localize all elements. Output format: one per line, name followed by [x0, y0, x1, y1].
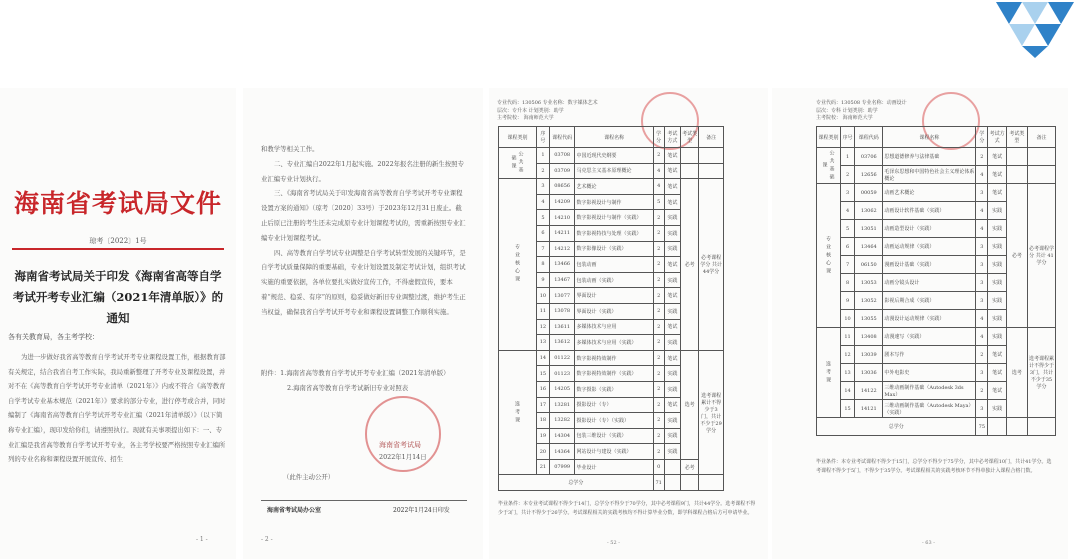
document-page-1	[0, 88, 236, 559]
header-line: 专业代码：130506 专业名称：数字媒体艺术	[497, 100, 598, 106]
row-index: 21	[537, 459, 550, 475]
credits: 4	[653, 163, 664, 179]
header-line: 层次：专升本 计划类别：助学	[497, 107, 564, 114]
remark	[699, 148, 724, 164]
row-index: 11	[841, 328, 855, 346]
column-header: 备注	[699, 127, 724, 148]
row-index: 7	[537, 241, 550, 257]
page-number: - 2 -	[261, 536, 273, 543]
row-index: 8	[537, 257, 550, 273]
row-index: 1	[841, 148, 855, 166]
credits: 3	[976, 400, 988, 418]
exam-method: 实践	[664, 225, 680, 241]
course-code: 07999	[549, 459, 575, 475]
exam-method: 实践	[664, 381, 680, 397]
row-index: 15	[537, 366, 550, 382]
exam-method	[988, 418, 1007, 436]
course-code: 13078	[549, 303, 575, 319]
footer-date: 2022年1月24日印发	[393, 507, 450, 514]
exam-method: 实践	[664, 366, 680, 382]
row-index: 19	[537, 428, 550, 444]
course-name: 动画设计软件基础（实践）	[883, 202, 976, 220]
course-code: 13062	[855, 202, 883, 220]
curriculum-table	[816, 126, 1056, 436]
course-name: 动画分镜头设计	[883, 274, 976, 292]
credits: 2	[976, 148, 988, 166]
column-header: 课程名称	[575, 127, 653, 148]
exam-method: 实践	[988, 292, 1007, 310]
row-index: 2	[841, 166, 855, 184]
course-code: 14364	[549, 444, 575, 460]
document-title: 海南省考试局文件	[13, 189, 222, 218]
table-header-row	[817, 127, 1056, 148]
exam-method: 实践	[988, 274, 1007, 292]
header-line: 主考院校： 海南师范大学	[497, 115, 554, 121]
row-index: 2	[537, 163, 550, 179]
course-name: 漫画设计基础（实践）	[883, 256, 976, 274]
course-code: 13055	[855, 310, 883, 328]
header-line: 主考院校： 海南师范大学	[816, 115, 873, 121]
credits: 2	[976, 346, 988, 364]
table-header-info	[497, 100, 757, 123]
row-index: 16	[537, 381, 550, 397]
exam-method: 笔试	[664, 163, 680, 179]
exam-method: 笔试	[988, 166, 1007, 184]
exam-method: 笔试	[988, 184, 1007, 202]
row-index: 6	[537, 225, 550, 241]
row-index: 5	[537, 210, 550, 226]
course-name: 摄影设计（专）（实践）	[575, 413, 653, 429]
course-name: 摄影设计（专）	[575, 397, 653, 413]
column-header: 考试方式	[988, 127, 1007, 148]
seal-name: 海南省考试局	[379, 441, 421, 449]
remark	[699, 475, 724, 491]
column-header: 课程名称	[883, 127, 976, 148]
course-code: 13052	[855, 292, 883, 310]
exam-method: 实践	[664, 335, 680, 351]
course-code: 14212	[549, 241, 575, 257]
credits: 4	[976, 328, 988, 346]
table-row	[499, 350, 724, 366]
course-category: 公共基础课	[499, 148, 537, 179]
credits: 4	[653, 179, 664, 195]
exam-method: 实践	[988, 202, 1007, 220]
remark: 必考课程学分 共计 41学分	[1027, 184, 1055, 328]
row-index: 4	[537, 194, 550, 210]
row-index: 9	[537, 272, 550, 288]
exam-method: 实践	[664, 272, 680, 288]
document-page-3	[489, 88, 768, 559]
credits: 4	[976, 166, 988, 184]
row-index: 3	[841, 184, 855, 202]
table-row	[817, 166, 1056, 184]
course-name: 包装三维设计（实践）	[575, 428, 653, 444]
credits: 3	[976, 292, 988, 310]
exam-method: 笔试	[664, 319, 680, 335]
credits: 3	[976, 256, 988, 274]
credits: 2	[653, 366, 664, 382]
credits: 2	[653, 444, 664, 460]
course-code: 13053	[855, 274, 883, 292]
credits: 75	[976, 418, 988, 436]
attachment-1: 附件：1.海南省高等教育自学考试开考专业汇编（2021年清单版）	[261, 369, 450, 377]
course-name: 思想道德修养与法律基础	[883, 148, 976, 166]
exam-method	[664, 475, 680, 491]
course-code: 01123	[549, 366, 575, 382]
exam-method: 实践	[664, 413, 680, 429]
attachment-2: 2.海南省高等教育自学考试新旧专业对照表	[287, 383, 409, 392]
remark: 选考课程累计不得少于3门，共计不少于29学分	[699, 350, 724, 475]
credits: 2	[976, 382, 988, 400]
exam-type: 选考	[681, 350, 699, 459]
row-index: 13	[537, 335, 550, 351]
notice-headline	[10, 266, 226, 329]
row-index: 11	[537, 303, 550, 319]
course-name: 数字影视特效制作（实践）	[575, 366, 653, 382]
course-code: 06150	[855, 256, 883, 274]
paragraph: 三、《海南省考试局关于印发海南省高等教育自学考试开考专业课程设置方案的通知》（琼考〔2020〕33号）于2023年12月31日废止。截止后原已注册的考生还未完成原专业计划课程考试的，需重新按照专业汇编专业计划课程考试。	[261, 189, 466, 242]
course-code: 13408	[855, 328, 883, 346]
exam-type	[681, 475, 699, 491]
notice-body: 为进一步做好我省高等教育自学考试开考专业课程设置工作，根据教育部有关规定，结合我省自考工作实际，我局重新整理了开考专业及课程设置，并对不在《高等教育自学考试开考专业清单（2021年）》内或不符合《高等教育自学考试专业基本规范（2021年）》要求的部分专业，进行停考或合并，同时编制了《海南省高等教育自学考试开考专业汇编（2021年清单版）》（以下简称专业汇编），现印发给你们，请遵照执行。现就有关事项提出如下：一、专业汇编是我省高等教育自学考试开考专业，各主考学校要严格按照专业汇编所列的专业名称和课程设置开展宣传、招生	[8, 353, 226, 464]
table-row	[817, 148, 1056, 166]
course-name: 包装动画（实践）	[575, 272, 653, 288]
course-code: 03706	[855, 148, 883, 166]
credits: 3	[976, 274, 988, 292]
column-header: 备注	[1027, 127, 1055, 148]
column-header: 考试类型	[1006, 127, 1027, 148]
course-code: 03708	[549, 148, 575, 164]
course-code: 13039	[855, 346, 883, 364]
column-header: 考试类型	[681, 127, 699, 148]
footer-divider	[261, 500, 467, 501]
column-header: 学分	[976, 127, 988, 148]
course-name: 数字影视设计与制作	[575, 194, 653, 210]
course-code: 03709	[549, 163, 575, 179]
total-label: 总学分	[817, 418, 976, 436]
credits: 2	[653, 428, 664, 444]
exam-method: 笔试	[664, 397, 680, 413]
column-header: 考试方式	[664, 127, 680, 148]
page-number: - 52 -	[607, 540, 620, 546]
document-number: 琼考〔2022〕1号	[89, 237, 147, 245]
exam-type	[681, 163, 699, 179]
course-name: 剧本写作	[883, 346, 976, 364]
credits: 4	[976, 202, 988, 220]
course-code: 00059	[855, 184, 883, 202]
row-index: 10	[841, 310, 855, 328]
table-row	[817, 328, 1056, 346]
table-row	[499, 179, 724, 195]
footer-issuer: 海南省考试局办公室	[267, 507, 322, 514]
remark	[1027, 148, 1055, 166]
graduation-conditions: 毕业条件：本专业考试课程不得少于15门，总学分不得少于75学分，其中必考课程10门，共计41学分。选考课程不得少于5门，不得少于35学分。考试课程相关的实践考核环节不得单独计入课程合格门数。	[816, 459, 1052, 474]
column-header: 序号	[841, 127, 855, 148]
credits: 2	[653, 288, 664, 304]
course-name: 数字影视设计与制作（实践）	[575, 210, 653, 226]
course-name: 多媒体技术与应用	[575, 319, 653, 335]
table-header-row	[499, 127, 724, 148]
course-code: 13611	[549, 319, 575, 335]
course-code: 13281	[549, 397, 575, 413]
credits: 2	[653, 257, 664, 273]
course-name: 数字摄影（实践）	[575, 381, 653, 397]
header-line: 专业代码：130508 专业名称：动画设计	[816, 100, 907, 106]
course-name: 毕业设计	[575, 459, 653, 475]
course-name: 界面设计（实践）	[575, 303, 653, 319]
exam-method: 笔试	[988, 346, 1007, 364]
course-code: 14205	[549, 381, 575, 397]
total-label: 总学分	[499, 475, 654, 491]
exam-type: 必考	[681, 459, 699, 475]
course-name: 三维动画制作基础（Autodesk 3ds Max）	[883, 382, 976, 400]
course-code: 13467	[549, 272, 575, 288]
credits: 2	[653, 350, 664, 366]
course-code: 14210	[549, 210, 575, 226]
exam-method: 实践	[664, 210, 680, 226]
exam-method: 实践	[664, 444, 680, 460]
table-row	[499, 148, 724, 164]
document-page-2	[243, 88, 483, 559]
issue-date: 2022年1月14日	[379, 453, 427, 461]
course-code: 13466	[549, 257, 575, 273]
course-name: 包装动画	[575, 257, 653, 273]
row-index: 14	[537, 350, 550, 366]
exam-method: 笔试	[988, 364, 1007, 382]
exam-method: 实践	[988, 220, 1007, 238]
course-code: 13036	[855, 364, 883, 382]
remark	[1027, 166, 1055, 184]
table-row	[499, 475, 724, 491]
course-code: 14211	[549, 225, 575, 241]
course-code: 13077	[549, 288, 575, 304]
exam-method: 实践	[664, 428, 680, 444]
exam-method: 实践	[664, 241, 680, 257]
exam-method: 实践	[988, 400, 1007, 418]
credits: 2	[653, 381, 664, 397]
header-line: 层次：专科 计划类别：助学	[816, 107, 878, 114]
course-name: 艺术概论	[575, 179, 653, 195]
column-header: 课程代码	[855, 127, 883, 148]
course-code: 13051	[855, 220, 883, 238]
row-index: 4	[841, 202, 855, 220]
course-name: 动画造型设计（实践）	[883, 220, 976, 238]
exam-method: 笔试	[988, 382, 1007, 400]
row-index: 14	[841, 382, 855, 400]
course-category: 专业核心课	[817, 184, 841, 328]
row-index: 8	[841, 274, 855, 292]
public-note: （此件主动公开）	[283, 473, 335, 481]
document-page-4	[772, 88, 1068, 559]
credits: 2	[653, 241, 664, 257]
row-index: 6	[841, 238, 855, 256]
course-name: 动漫设计运动规律（实践）	[883, 310, 976, 328]
course-code: 13612	[549, 335, 575, 351]
page-number: - 63 -	[922, 540, 935, 546]
credits: 3	[976, 238, 988, 256]
course-name: 毛泽东思想和中国特色社会主义理论体系概论	[883, 166, 976, 184]
exam-type: 选考	[1006, 328, 1027, 418]
exam-type: 必考	[1006, 184, 1027, 328]
column-header: 课程代码	[549, 127, 575, 148]
column-header: 课程类别	[817, 127, 841, 148]
course-code: 14304	[549, 428, 575, 444]
paragraph: 四、高等教育自学考试专业调整是自学考试转型发展的关键环节，是自学考试质量保障的重要基础，专业计划设置及制定考试计划，组织考试实施的重要依据，各单位要扎实做好宣传工作，不得虚假宣传，要本着“规范、稳妥、有序”的原则，稳妥做好新旧专业调整过渡，维护考生正当权益，确保我省自学考试开考专业和课程设置调整工作顺利实施。	[261, 248, 466, 316]
credits: 5	[653, 194, 664, 210]
page-number: - 1 -	[196, 536, 208, 543]
exam-type: 必考	[681, 179, 699, 351]
row-index: 10	[537, 288, 550, 304]
exam-type	[1006, 418, 1027, 436]
red-divider	[12, 248, 224, 250]
exam-method: 笔试	[664, 288, 680, 304]
course-name: 中国近现代史纲要	[575, 148, 653, 164]
exam-type	[681, 148, 699, 164]
course-name: 中外电影史	[883, 364, 976, 382]
course-category: 选考课	[499, 350, 537, 475]
row-index: 13	[841, 364, 855, 382]
curriculum-table	[498, 126, 724, 491]
course-code: 14121	[855, 400, 883, 418]
exam-method: 实践	[988, 256, 1007, 274]
credits: 4	[976, 220, 988, 238]
course-name: 多媒体技术与应用（实践）	[575, 335, 653, 351]
course-name: 数字影像设计（实践）	[575, 241, 653, 257]
credits: 0	[653, 459, 664, 475]
course-code: 14122	[855, 382, 883, 400]
exam-method: 实践	[988, 238, 1007, 256]
exam-method: 笔试	[664, 257, 680, 273]
row-index: 7	[841, 256, 855, 274]
course-name: 动漫速写（实践）	[883, 328, 976, 346]
course-category: 选考课	[817, 328, 841, 418]
headline-line-2: 考试开考专业汇编（2021年清单版）》的通知	[12, 290, 224, 325]
credits: 4	[976, 310, 988, 328]
credits: 71	[653, 475, 664, 491]
remark: 必考课程学分 共计44学分	[699, 179, 724, 351]
course-category: 公共基础课	[817, 148, 841, 184]
table-row	[817, 184, 1056, 202]
course-name: 马克思主义基本原理概论	[575, 163, 653, 179]
paragraph: 和教学等相关工作。	[261, 145, 319, 153]
course-code: 13282	[549, 413, 575, 429]
course-name: 数字影视特效制作	[575, 350, 653, 366]
exam-method: 笔试	[664, 179, 680, 195]
attachments	[261, 366, 467, 396]
row-index: 15	[841, 400, 855, 418]
remark: 选考课程累计不得少于3门，共计不少于35学分	[1027, 328, 1055, 418]
course-code: 01122	[549, 350, 575, 366]
course-name: 动画运动规律（实践）	[883, 238, 976, 256]
credits: 2	[653, 148, 664, 164]
graduation-conditions: 毕业条件：本专业考试课程不得少于14门，总学分不得少于70学分，其中必考课程9门，共计44学分。选考课程不得少于3门，共计不得少于26学分。考试课程相关的实践考核均不得计算毕业分数，即学科课程合格后方可申请毕业。	[498, 501, 756, 516]
exam-method	[664, 459, 680, 475]
headline-line-1: 海南省考试局关于印发《海南省高等自学	[14, 269, 222, 283]
remark	[1027, 418, 1055, 436]
column-header: 学分	[653, 127, 664, 148]
exam-method: 笔试	[988, 148, 1007, 166]
exam-method: 笔试	[664, 148, 680, 164]
credits: 2	[653, 210, 664, 226]
remark	[699, 163, 724, 179]
row-index: 5	[841, 220, 855, 238]
credits: 3	[976, 364, 988, 382]
credits: 2	[653, 397, 664, 413]
course-name: 三维动画制作基础（Autodesk Maya）（实践）	[883, 400, 976, 418]
course-code: 12656	[855, 166, 883, 184]
credits: 2	[653, 225, 664, 241]
exam-method: 实践	[988, 328, 1007, 346]
exam-type	[1006, 166, 1027, 184]
notice-continued	[261, 142, 467, 320]
exam-method: 笔试	[664, 194, 680, 210]
course-name: 界面设计	[575, 288, 653, 304]
salutation: 各有关教育局，各主考学校：	[8, 333, 99, 341]
course-code: 13464	[855, 238, 883, 256]
credits: 2	[653, 272, 664, 288]
row-index: 9	[841, 292, 855, 310]
credits: 2	[653, 413, 664, 429]
column-header: 序号	[537, 127, 550, 148]
course-name: 网站设计与建设（实践）	[575, 444, 653, 460]
exam-type	[1006, 148, 1027, 166]
course-code: 14209	[549, 194, 575, 210]
row-index: 18	[537, 413, 550, 429]
credits: 2	[653, 303, 664, 319]
exam-method: 实践	[664, 303, 680, 319]
row-index: 3	[537, 179, 550, 195]
row-index: 20	[537, 444, 550, 460]
table-row	[817, 418, 1056, 436]
row-index: 1	[537, 148, 550, 164]
credits: 3	[976, 184, 988, 202]
credits: 2	[653, 335, 664, 351]
row-index: 17	[537, 397, 550, 413]
course-name: 动画艺术概论	[883, 184, 976, 202]
course-name: 数字影视特技与处理（实践）	[575, 225, 653, 241]
credits: 2	[653, 319, 664, 335]
column-header: 课程类别	[499, 127, 537, 148]
row-index: 12	[841, 346, 855, 364]
exam-method: 实践	[988, 310, 1007, 328]
course-category: 专业核心课	[499, 179, 537, 351]
course-code: 08656	[549, 179, 575, 195]
row-index: 12	[537, 319, 550, 335]
paragraph: 二、专业汇编自2022年1月起实施。2022年报名注册的新生按照专业汇编专业计划执行。	[261, 159, 464, 183]
course-name: 影视后期合成（实践）	[883, 292, 976, 310]
brand-logo-icon	[996, 2, 1074, 58]
exam-method: 笔试	[664, 350, 680, 366]
